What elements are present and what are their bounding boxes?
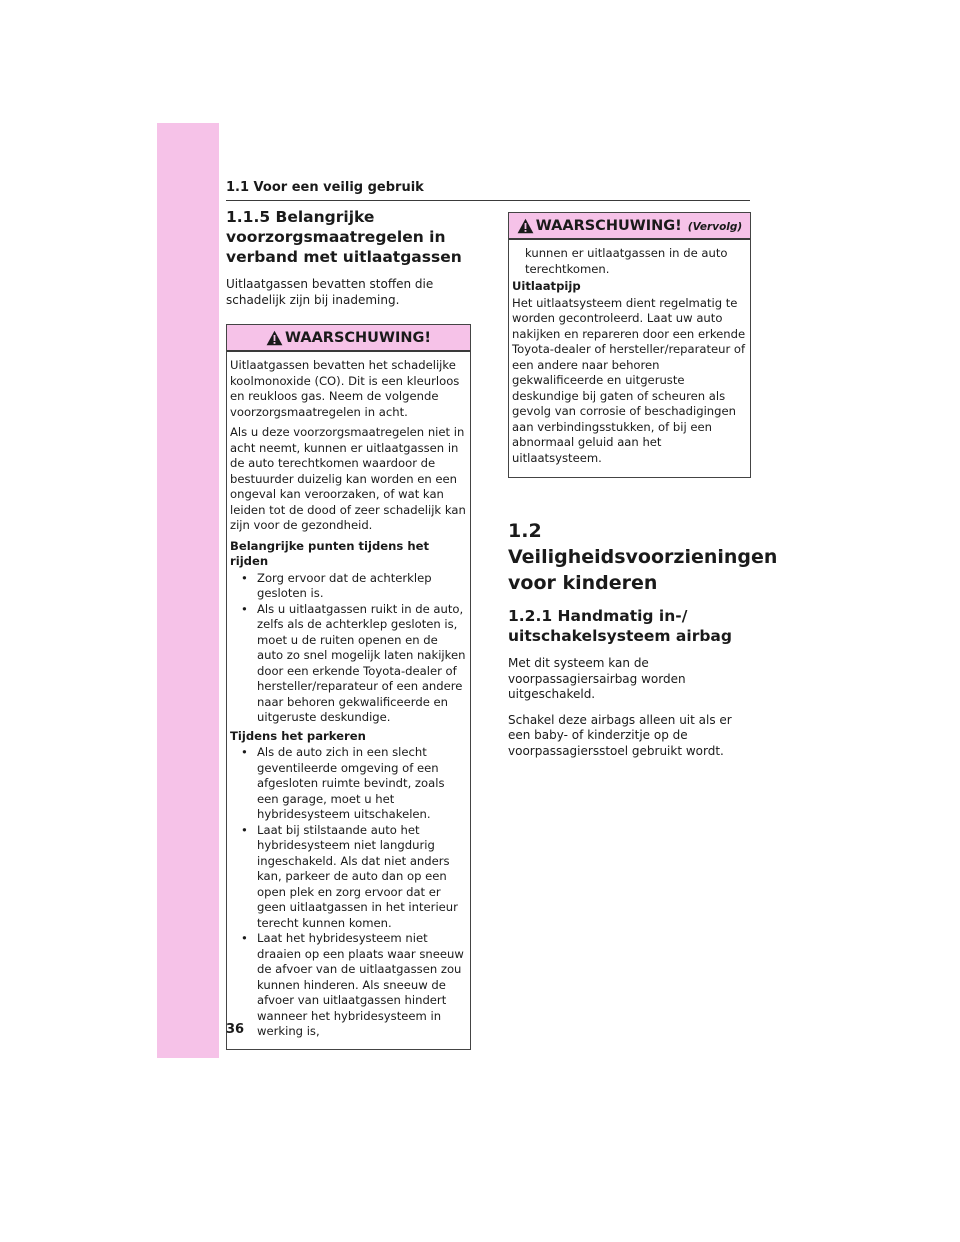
section-heading-1-2-1: 1.2.1 Handmatig in-/ uitschakelsysteem airbag bbox=[508, 607, 732, 645]
warning-subheading: Tijdens het parkeren bbox=[230, 728, 366, 743]
list-item: • Als u uitlaatgassen ruikt in de auto, zelfs als de achterklep gesloten is, moet u de ruiten openen en de auto zo snel mogelijk laten nakijken door een erkende Toyota-dealer of hersteller/reparateur of een andere naar behoren gekwalificeerde en uitgeruste deskundige. bbox=[230, 602, 466, 726]
list-item: • Laat het hybridesysteem niet draaien op een plaats waar sneeuw de afvoer van de uitlaatgassen zou kunnen hinderen. Als sneeuw de afvoer van uitlaatgassen hindert wanneer het hybridesysteem in werking is, bbox=[230, 931, 466, 1040]
list-item: • Als de auto zich in een slecht geventileerde omgeving of een afgesloten ruimte bevindt, zoals een garage, moet u het hybridesysteem uitschakelen. bbox=[230, 745, 466, 823]
right-column bbox=[508, 212, 778, 770]
chapter-heading-1-2: 1.2 Veiligheidsvoorzieningen voor kinderen bbox=[508, 520, 778, 594]
section-heading-1-1-5: 1.1.5 Belangrijke voorzorgsmaatregelen in verband met uitlaatgassen bbox=[226, 208, 462, 266]
bullet-list bbox=[230, 745, 466, 1040]
body-paragraph: Schakel deze airbags alleen uit als er een baby- of kinderzitje op de voorpassagiersstoel gebruikt wordt. bbox=[508, 712, 732, 758]
warning-triangle-icon bbox=[517, 218, 534, 234]
list-item: • Zorg ervoor dat de achterklep gesloten is. bbox=[230, 571, 466, 602]
warning-title: WAARSCHUWING! bbox=[535, 217, 682, 234]
list-item: • Laat bij stilstaande auto het hybridesysteem niet langdurig ingeschakeld. Als dat niet anders kan, parkeer de auto dan op een open plek en zorg ervoor dat er geen uitlaatgassen in het interieur terecht kunnen komen. bbox=[230, 823, 466, 932]
warning-paragraph: Uitlaatgassen bevatten het schadelijke koolmonoxide (CO). Dit is een kleurloos en reukloos gas. Neem de volgende voorzorgsmaatregelen in acht. bbox=[230, 358, 460, 419]
warning-header bbox=[227, 325, 470, 352]
warning-triangle-icon bbox=[266, 330, 283, 346]
warning-box bbox=[226, 324, 471, 1050]
warning-body bbox=[509, 240, 750, 477]
warning-continued-text: kunnen er uitlaatgassen in de auto terechtkomen. bbox=[525, 246, 728, 276]
running-header: 1.1 Voor een veilig gebruik bbox=[226, 180, 750, 201]
warning-subheading: Uitlaatpijp bbox=[512, 279, 581, 293]
warning-body bbox=[227, 352, 470, 1049]
warning-header bbox=[509, 213, 750, 240]
chapter-sidebar-tab bbox=[157, 123, 219, 1058]
warning-subheading: Belangrijke punten tijdens het rijden bbox=[230, 538, 430, 569]
warning-paragraph: Als u deze voorzorgsmaatregelen niet in acht neemt, kunnen er uitlaatgassen in de auto terechtkomen waardoor de bestuurder duizelig kan worden en een ongeval kan veroorzaken, of wat kan leiden tot de dood of zeer schadelijk kan zijn voor de gezondheid. bbox=[230, 425, 466, 533]
warning-title: WAARSCHUWING! bbox=[285, 329, 431, 346]
body-paragraph: Met dit systeem kan de voorpassagiersairbag worden uitgeschakeld. bbox=[508, 656, 686, 702]
page-number: 36 bbox=[226, 1022, 245, 1037]
left-column bbox=[226, 207, 471, 1050]
intro-paragraph: Uitlaatgassen bevatten stoffen die schadelijk zijn bij inademing. bbox=[226, 277, 434, 307]
warning-paragraph: Het uitlaatsysteem dient regelmatig te worden gecontroleerd. Laat uw auto nakijken en repareren door een erkende Toyota-dealer of hersteller/reparateur of een andere naar behoren gekwalificeerde en uitgeruste deskundige bij gaten of scheuren als gevolg van corrosie of beschadigingen aan verbindingsstukken, of bij een abnormaal geluid aan het uitlaatsysteem. bbox=[512, 295, 746, 465]
continued-label: (Vervolg) bbox=[687, 220, 743, 233]
warning-box-continued bbox=[508, 212, 751, 478]
bullet-list bbox=[230, 571, 466, 726]
